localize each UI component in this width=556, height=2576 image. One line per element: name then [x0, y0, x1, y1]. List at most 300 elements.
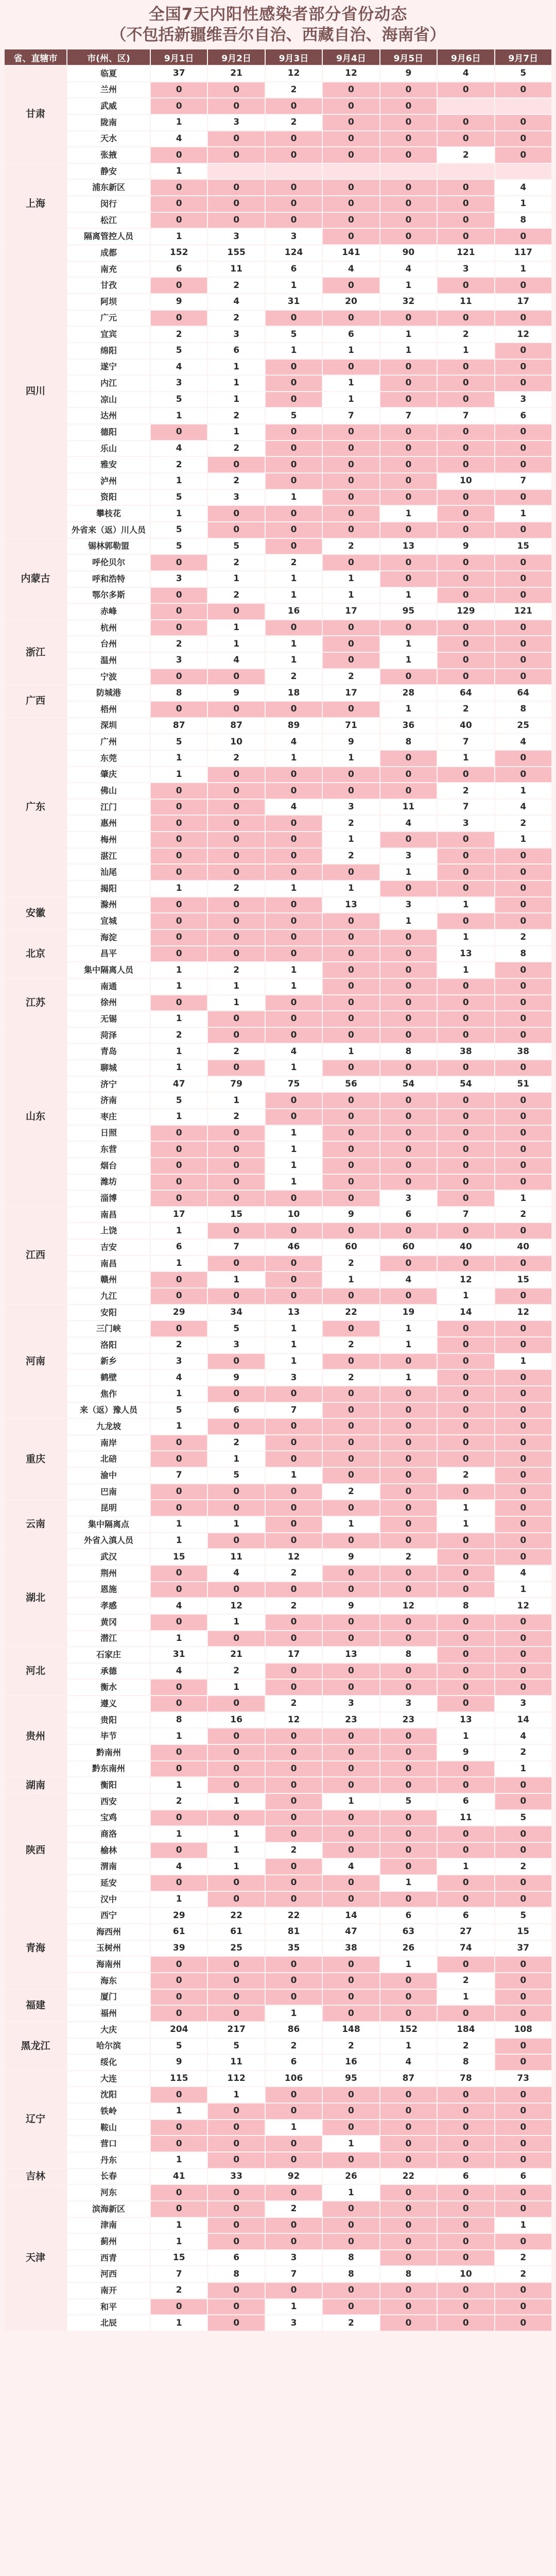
- city-cell: 广州: [67, 734, 150, 750]
- value-cell: 0: [323, 1615, 379, 1630]
- table-row: [5, 2185, 551, 2200]
- value-cell: 0: [495, 1549, 551, 1565]
- city-cell: 商洛: [67, 1826, 150, 1842]
- value-cell: 9: [380, 66, 437, 81]
- value-cell: 1: [438, 1289, 494, 1304]
- value-cell: 0: [266, 1859, 322, 1874]
- value-cell: 0: [495, 1109, 551, 1125]
- value-cell: 0: [151, 1500, 207, 1516]
- value-cell: 3: [208, 490, 264, 505]
- value-cell: 38: [495, 1044, 551, 1059]
- value-cell: 0: [380, 2120, 437, 2136]
- table-row: [5, 2153, 551, 2168]
- table-row: [5, 2087, 551, 2103]
- value-cell: 152: [151, 245, 207, 261]
- value-cell: 7: [438, 800, 494, 815]
- value-cell: 9: [323, 734, 379, 750]
- value-cell: 0: [151, 1843, 207, 1858]
- value-cell: 1: [208, 995, 264, 1011]
- value-cell: 1: [151, 962, 207, 978]
- table-row: [5, 1207, 551, 1223]
- table-row: [5, 490, 551, 505]
- value-cell: 95: [323, 2071, 379, 2087]
- value-cell: 0: [438, 1647, 494, 1663]
- value-cell: 0: [266, 1582, 322, 1598]
- value-cell: 12: [495, 1305, 551, 1320]
- value-cell: 0: [438, 506, 494, 521]
- value-cell: 0: [438, 1615, 494, 1630]
- value-cell: 0: [266, 1680, 322, 1695]
- value-cell: 0: [323, 1566, 379, 1581]
- value-cell: 6: [438, 1908, 494, 1923]
- table-row: [5, 1451, 551, 1467]
- value-cell: 0: [380, 2087, 437, 2103]
- value-cell: 64: [438, 685, 494, 701]
- value-cell: 0: [438, 1028, 494, 1043]
- province-cell: 湖南: [5, 1777, 66, 1793]
- value-cell: 8: [208, 2266, 264, 2282]
- value-cell: 1: [495, 783, 551, 799]
- value-cell: 0: [495, 1337, 551, 1353]
- value-cell: 0: [495, 1142, 551, 1157]
- value-cell: 2: [208, 1435, 264, 1451]
- value-cell: 0: [323, 213, 379, 228]
- value-cell: 0: [323, 1158, 379, 1174]
- value-cell: 0: [380, 1533, 437, 1549]
- value-cell: 0: [438, 1777, 494, 1793]
- value-cell: 0: [495, 1615, 551, 1630]
- city-cell: 西宁: [67, 1908, 150, 1923]
- value-cell: 0: [380, 213, 437, 228]
- value-cell: 0: [208, 1582, 264, 1598]
- value-cell: 2: [495, 816, 551, 831]
- value-cell: 0: [323, 180, 379, 195]
- value-cell: [323, 164, 379, 179]
- value-cell: 0: [438, 2120, 494, 2136]
- value-cell: 0: [266, 1892, 322, 1907]
- value-cell: 1: [323, 588, 379, 603]
- value-cell: 64: [495, 685, 551, 701]
- city-cell: 河西: [67, 2266, 150, 2282]
- value-cell: 12: [380, 1598, 437, 1614]
- value-cell: 0: [151, 278, 207, 293]
- city-cell: 广元: [67, 311, 150, 326]
- value-cell: 0: [151, 1745, 207, 1760]
- table-row: [5, 1419, 551, 1434]
- table-row: [5, 441, 551, 456]
- value-cell: 0: [438, 588, 494, 603]
- value-cell: 1: [151, 2234, 207, 2249]
- table-row: [5, 115, 551, 130]
- table-row: [5, 1077, 551, 1092]
- value-cell: 0: [151, 1973, 207, 1989]
- table-row: [5, 1093, 551, 1108]
- city-cell: 西青: [67, 2250, 150, 2266]
- city-cell: 攀枝花: [67, 506, 150, 521]
- value-cell: 0: [323, 1126, 379, 1141]
- value-cell: 0: [438, 1664, 494, 1679]
- value-cell: 1: [323, 1794, 379, 1809]
- value-cell: 0: [323, 522, 379, 538]
- value-cell: 0: [495, 1973, 551, 1989]
- value-cell: 0: [438, 995, 494, 1011]
- value-cell: 1: [495, 262, 551, 277]
- city-cell: 东莞: [67, 751, 150, 766]
- value-cell: 0: [266, 522, 322, 538]
- value-cell: 0: [151, 1126, 207, 1141]
- value-cell: 5: [266, 327, 322, 342]
- value-cell: 1: [323, 392, 379, 408]
- value-cell: 0: [208, 1011, 264, 1027]
- value-cell: 0: [380, 1777, 437, 1793]
- table-row: [5, 1615, 551, 1630]
- value-cell: 2: [151, 636, 207, 652]
- value-cell: 0: [495, 897, 551, 913]
- value-cell: 0: [495, 2039, 551, 2054]
- value-cell: 20: [323, 294, 379, 310]
- value-cell: 0: [266, 849, 322, 864]
- value-cell: 12: [266, 1549, 322, 1565]
- value-cell: 1: [495, 2218, 551, 2233]
- table-row: [5, 1337, 551, 1353]
- value-cell: 0: [380, 441, 437, 456]
- value-cell: 6: [323, 327, 379, 342]
- value-cell: 0: [151, 800, 207, 815]
- value-cell: 0: [380, 1028, 437, 1043]
- value-cell: 0: [495, 636, 551, 652]
- value-cell: 108: [495, 2022, 551, 2038]
- value-cell: 0: [438, 115, 494, 130]
- value-cell: 0: [151, 588, 207, 603]
- value-cell: 16: [323, 2055, 379, 2070]
- value-cell: 0: [438, 1631, 494, 1647]
- value-cell: 0: [380, 1175, 437, 1190]
- city-cell: 滨海新区: [67, 2201, 150, 2217]
- value-cell: 0: [323, 913, 379, 929]
- value-cell: 86: [266, 2022, 322, 2038]
- value-cell: 0: [380, 751, 437, 766]
- table-row: [5, 311, 551, 326]
- value-cell: 2: [438, 783, 494, 799]
- value-cell: 0: [438, 82, 494, 98]
- value-cell: 18: [266, 685, 322, 701]
- value-cell: 74: [438, 1941, 494, 1956]
- value-cell: 0: [266, 376, 322, 391]
- province-cell: 黑龙江: [5, 2022, 66, 2070]
- value-cell: 0: [380, 1615, 437, 1630]
- value-cell: [208, 164, 264, 179]
- city-cell: 肇庆: [67, 767, 150, 783]
- value-cell: 1: [380, 1337, 437, 1353]
- value-cell: 0: [438, 2315, 494, 2331]
- city-cell: 潜江: [67, 1631, 150, 1647]
- value-cell: 1: [151, 473, 207, 489]
- value-cell: 0: [438, 832, 494, 848]
- value-cell: 0: [495, 1370, 551, 1385]
- value-cell: 0: [438, 979, 494, 994]
- value-cell: 0: [266, 196, 322, 212]
- value-cell: 1: [151, 751, 207, 766]
- value-cell: 0: [438, 1093, 494, 1108]
- value-cell: 0: [208, 1223, 264, 1239]
- table-row: [5, 376, 551, 391]
- value-cell: 0: [438, 1566, 494, 1581]
- value-cell: 87: [151, 718, 207, 734]
- province-cell: 上海: [5, 164, 66, 244]
- province-cell: 陕西: [5, 1794, 66, 1907]
- value-cell: 1: [266, 2299, 322, 2315]
- value-cell: 0: [380, 1158, 437, 1174]
- value-cell: 0: [380, 1810, 437, 1826]
- value-cell: 1: [208, 1451, 264, 1467]
- value-cell: 0: [151, 2201, 207, 2217]
- value-cell: 5: [151, 392, 207, 408]
- value-cell: 8: [380, 1044, 437, 1059]
- value-cell: 2: [323, 1337, 379, 1353]
- value-cell: 0: [495, 360, 551, 375]
- city-cell: 洛阳: [67, 1337, 150, 1353]
- value-cell: 2: [323, 1484, 379, 1500]
- value-cell: 0: [495, 1517, 551, 1532]
- value-cell: 6: [495, 2169, 551, 2184]
- table-row: [5, 522, 551, 538]
- city-cell: 温州: [67, 653, 150, 668]
- city-cell: 宁波: [67, 669, 150, 685]
- value-cell: 0: [208, 865, 264, 880]
- value-cell: 0: [380, 2250, 437, 2266]
- value-cell: 0: [438, 1582, 494, 1598]
- value-cell: 6: [208, 1403, 264, 1418]
- value-cell: 1: [495, 196, 551, 212]
- value-cell: 0: [380, 1093, 437, 1108]
- value-cell: 0: [151, 1875, 207, 1891]
- value-cell: 6: [495, 408, 551, 423]
- value-cell: 15: [151, 2250, 207, 2266]
- value-cell: 0: [323, 147, 379, 163]
- value-cell: 0: [380, 1745, 437, 1760]
- value-cell: 0: [380, 1142, 437, 1157]
- value-cell: 1: [151, 1728, 207, 1744]
- table-row: [5, 962, 551, 978]
- value-cell: 21: [208, 1647, 264, 1663]
- city-cell: 武威: [67, 98, 150, 114]
- table-row: [5, 1158, 551, 1174]
- value-cell: 0: [380, 1451, 437, 1467]
- value-cell: 5: [495, 1810, 551, 1826]
- value-cell: 47: [323, 1924, 379, 1940]
- table-row: [5, 1256, 551, 1272]
- value-cell: [495, 164, 551, 179]
- city-cell: 新乡: [67, 1354, 150, 1369]
- value-cell: 0: [438, 2201, 494, 2217]
- value-cell: 0: [208, 2185, 264, 2200]
- province-cell: 湖北: [5, 1549, 66, 1646]
- value-cell: 0: [380, 1223, 437, 1239]
- city-cell: 松江: [67, 213, 150, 228]
- value-cell: 0: [495, 669, 551, 685]
- value-cell: 0: [380, 1060, 437, 1076]
- city-cell: 兰州: [67, 82, 150, 98]
- value-cell: 0: [266, 539, 322, 554]
- value-cell: 1: [208, 979, 264, 994]
- table-row: [5, 1517, 551, 1532]
- value-cell: 0: [438, 1549, 494, 1565]
- value-cell: 0: [266, 995, 322, 1011]
- value-cell: 0: [380, 2234, 437, 2249]
- table-row: [5, 995, 551, 1011]
- value-cell: 204: [151, 2022, 207, 2038]
- value-cell: 54: [438, 1077, 494, 1092]
- value-cell: 0: [495, 2201, 551, 2217]
- city-cell: 乐山: [67, 441, 150, 456]
- value-cell: 7: [208, 1240, 264, 1255]
- value-cell: 0: [438, 653, 494, 668]
- value-cell: 0: [495, 1435, 551, 1451]
- city-cell: 吉安: [67, 1240, 150, 1255]
- value-cell: 4: [495, 1728, 551, 1744]
- value-cell: 0: [380, 669, 437, 685]
- table-row: [5, 1142, 551, 1157]
- value-cell: 31: [266, 294, 322, 310]
- table-row: [5, 913, 551, 929]
- table-row: [5, 702, 551, 717]
- table-row: [5, 2120, 551, 2136]
- value-cell: 0: [151, 702, 207, 717]
- value-cell: 184: [438, 2022, 494, 2038]
- value-cell: 2: [266, 669, 322, 685]
- value-cell: 0: [323, 1826, 379, 1842]
- value-cell: 1: [208, 620, 264, 636]
- value-cell: 0: [151, 1696, 207, 1711]
- value-cell: 1: [266, 1354, 322, 1369]
- value-cell: 5: [208, 539, 264, 554]
- value-cell: 0: [208, 1631, 264, 1647]
- value-cell: 0: [495, 311, 551, 326]
- value-cell: 0: [208, 1158, 264, 1174]
- table-row: [5, 196, 551, 212]
- value-cell: 0: [495, 849, 551, 864]
- value-cell: 0: [266, 1289, 322, 1304]
- value-cell: 1: [323, 832, 379, 848]
- city-cell: 凉山: [67, 392, 150, 408]
- value-cell: 1: [151, 2153, 207, 2168]
- city-cell: 宝鸡: [67, 1810, 150, 1826]
- value-cell: 13: [438, 946, 494, 962]
- table-row: [5, 1761, 551, 1777]
- value-cell: 0: [208, 2201, 264, 2217]
- value-cell: 1: [151, 881, 207, 896]
- value-cell: 0: [323, 1289, 379, 1304]
- value-cell: 141: [323, 245, 379, 261]
- value-cell: 0: [208, 1745, 264, 1760]
- value-cell: 9: [323, 1207, 379, 1223]
- value-cell: 5: [151, 2039, 207, 2054]
- value-cell: 0: [495, 962, 551, 978]
- city-cell: 贵阳: [67, 1713, 150, 1728]
- value-cell: 8: [151, 1713, 207, 1728]
- table-row: [5, 604, 551, 619]
- value-cell: 1: [151, 1011, 207, 1027]
- table-row: [5, 327, 551, 342]
- value-cell: 0: [438, 2185, 494, 2200]
- city-cell: 徐州: [67, 995, 150, 1011]
- value-cell: 0: [495, 522, 551, 538]
- value-cell: 15: [208, 1207, 264, 1223]
- value-cell: 0: [266, 147, 322, 163]
- value-cell: 7: [495, 473, 551, 489]
- value-cell: 33: [208, 2169, 264, 2184]
- value-cell: 0: [323, 278, 379, 293]
- value-cell: 23: [380, 1713, 437, 1728]
- city-cell: 榆林: [67, 1843, 150, 1858]
- value-cell: 1: [151, 1533, 207, 1549]
- value-cell: 1: [266, 636, 322, 652]
- value-cell: 0: [438, 2087, 494, 2103]
- value-cell: 14: [495, 1713, 551, 1728]
- value-cell: 0: [438, 229, 494, 244]
- city-cell: 鄂尔多斯: [67, 588, 150, 603]
- province-cell: 江西: [5, 1207, 66, 1304]
- value-cell: 2: [266, 82, 322, 98]
- value-cell: 0: [380, 1843, 437, 1858]
- table-row: [5, 2201, 551, 2217]
- value-cell: 0: [438, 131, 494, 147]
- value-cell: 0: [266, 1028, 322, 1043]
- value-cell: 0: [323, 1777, 379, 1793]
- province-cell: 吉林: [5, 2169, 66, 2184]
- value-cell: 0: [266, 1957, 322, 1972]
- value-cell: 0: [208, 1126, 264, 1141]
- city-cell: 外省来（返）川人员: [67, 522, 150, 538]
- value-cell: 4: [151, 1664, 207, 1679]
- value-cell: 1: [380, 1875, 437, 1891]
- value-cell: 2: [266, 1598, 322, 1614]
- value-cell: 0: [438, 490, 494, 505]
- table-row: [5, 245, 551, 261]
- table-row: [5, 734, 551, 750]
- value-cell: 19: [380, 1305, 437, 1320]
- value-cell: 0: [151, 1175, 207, 1190]
- city-cell: 福州: [67, 2006, 150, 2021]
- city-cell: 集中隔离点: [67, 1517, 150, 1532]
- value-cell: 17: [495, 294, 551, 310]
- city-cell: 日照: [67, 1126, 150, 1141]
- city-cell: 九江: [67, 1289, 150, 1304]
- value-cell: 1: [495, 832, 551, 848]
- value-cell: 0: [495, 979, 551, 994]
- value-cell: 0: [438, 669, 494, 685]
- city-cell: 梧州: [67, 702, 150, 717]
- value-cell: 1: [323, 2185, 379, 2200]
- value-cell: 6: [151, 1240, 207, 1255]
- value-cell: 0: [380, 832, 437, 848]
- value-cell: 1: [266, 588, 322, 603]
- value-cell: 0: [380, 311, 437, 326]
- value-cell: 3: [438, 816, 494, 831]
- value-cell: 0: [323, 1500, 379, 1516]
- city-cell: 恩施: [67, 1582, 150, 1598]
- value-cell: 0: [266, 767, 322, 783]
- value-cell: 0: [151, 98, 207, 114]
- value-cell: 1: [151, 2104, 207, 2119]
- value-cell: 0: [495, 1028, 551, 1043]
- province-cell: 青海: [5, 1908, 66, 1988]
- value-cell: 0: [208, 1354, 264, 1369]
- value-cell: 12: [438, 1272, 494, 1287]
- value-cell: 0: [323, 1680, 379, 1695]
- value-cell: 3: [151, 376, 207, 391]
- value-cell: 8: [323, 2266, 379, 2282]
